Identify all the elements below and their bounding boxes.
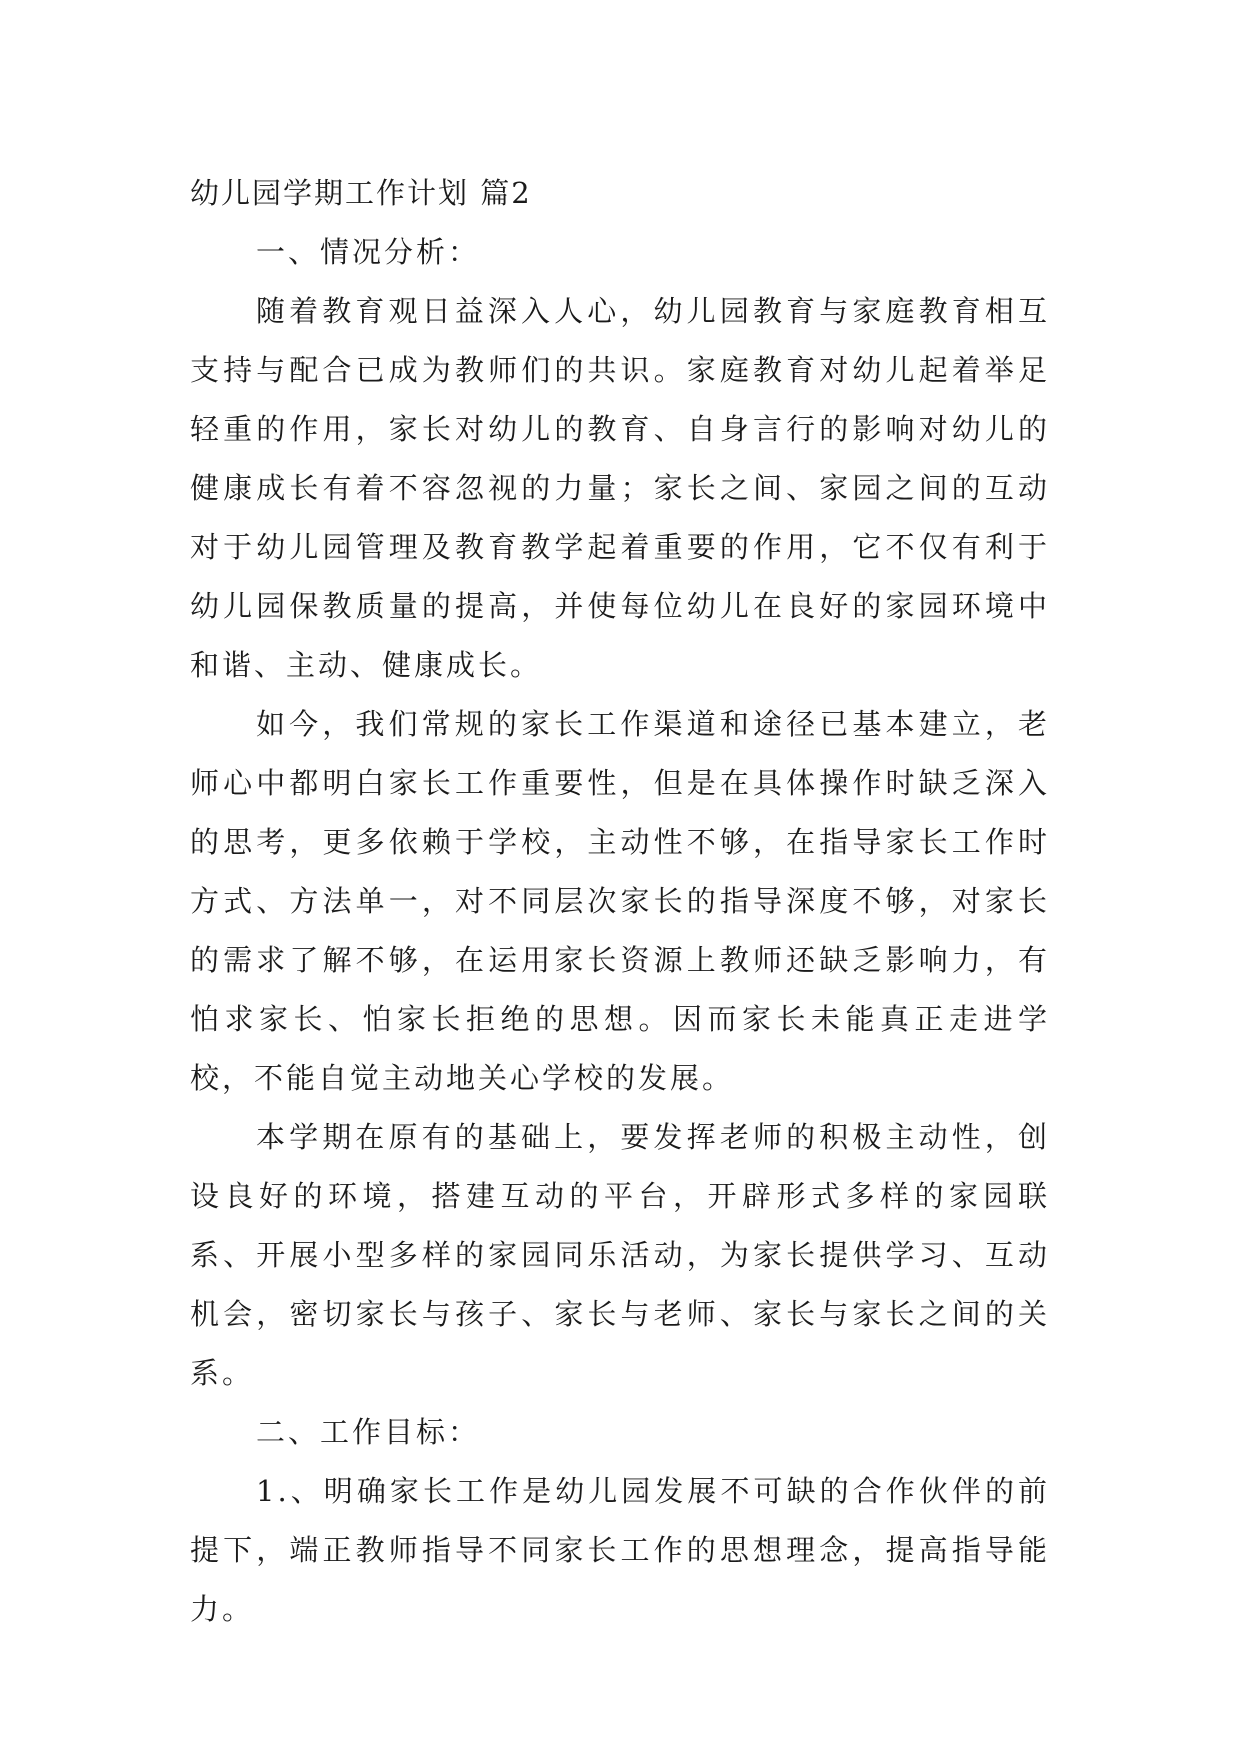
section-heading-analysis: 一、情况分析：: [256, 235, 481, 269]
paragraph: 本学期在原有的基础上，要发挥老师的积极主动性，创设良好的环境，搭建互动的平台，开辟形式多样的家园联系、开展小型多样的家园同乐活动，为家长提供学习、互动机会，密切家长与孩子、家长与老师、家长与家长之间的关系。: [190, 1120, 1050, 1390]
paragraph: 随着教育观日益深入人心，幼儿园教育与家庭教育相互支持与配合已成为教师们的共识。家庭教育对幼儿起着举足轻重的作用，家长对幼儿的教育、自身言行的影响对幼儿的健康成长有着不容忽视的力量；家长之间、家园之间的互动对于幼儿园管理及教育教学起着重要的作用，它不仅有利于幼儿园保教质量的提高，并使每位幼儿在良好的家园环境中和谐、主动、健康成长。: [190, 294, 1050, 682]
document-body: [190, 163, 1050, 1639]
paragraph: 如今，我们常规的家长工作渠道和途径已基本建立，老师心中都明白家长工作重要性，但是在具体操作时缺乏深入的思考，更多依赖于学校，主动性不够，在指导家长工作时方式、方法单一，对不同层次家长的指导深度不够，对家长的需求了解不够，在运用家长资源上教师还缺乏影响力，有怕求家长、怕家长拒绝的思想。因而家长未能真正走进学校，不能自觉主动地关心学校的发展。: [190, 707, 1050, 1095]
section-heading-goals: 二、工作目标：: [256, 1415, 481, 1449]
document-title: 幼儿园学期工作计划 篇2: [190, 176, 532, 210]
paragraph: 1.、明确家长工作是幼儿园发展不可缺的合作伙伴的前提下，端正教师指导不同家长工作的思想理念，提高指导能力。: [190, 1474, 1050, 1626]
